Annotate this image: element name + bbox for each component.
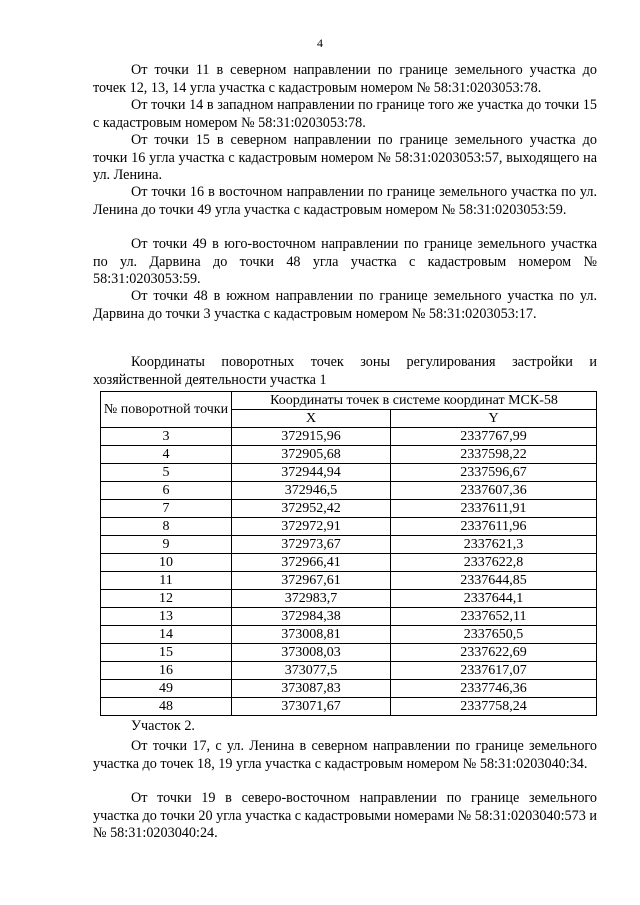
section-2-paragraph-2: От точки 19 в северо-восточном направлении по границе земельного участка до точки 20 угла участка с кадастровыми номерами № 58:31:0203040:573 и № 58:31:0203040:24. — [93, 790, 597, 841]
cell-x: 372905,68 — [232, 446, 391, 464]
paragraph-3: От точки 15 в северном направлении по границе земельного участка до точки 16 угла участка с кадастровым номером № 58:31:0203053:57, выходящего на ул. Ленина. — [93, 132, 597, 183]
cell-point-number: 6 — [101, 482, 232, 500]
paragraph-5: От точки 49 в юго-восточном направлении по границе земельного участка по ул. Дарвина до точки 48 угла участка с кадастровым номером № 58:31:0203053:59. — [93, 236, 597, 287]
cell-y: 2337621,3 — [391, 536, 597, 554]
cell-y: 2337598,22 — [391, 446, 597, 464]
cell-point-number: 13 — [101, 608, 232, 626]
cell-y: 2337622,69 — [391, 644, 597, 662]
table-row — [101, 482, 597, 500]
cell-point-number: 5 — [101, 464, 232, 482]
cell-y: 2337607,36 — [391, 482, 597, 500]
table-row — [101, 698, 597, 716]
header-coordinates: Координаты точек в системе координат МСК-58 — [232, 392, 597, 410]
coordinates-table — [100, 391, 597, 716]
cell-x: 372915,96 — [232, 428, 391, 446]
cell-point-number: 11 — [101, 572, 232, 590]
table-row — [101, 536, 597, 554]
cell-point-number: 8 — [101, 518, 232, 536]
cell-point-number: 7 — [101, 500, 232, 518]
table-row — [101, 500, 597, 518]
header-y: Y — [391, 410, 597, 428]
cell-x: 372972,91 — [232, 518, 391, 536]
table-row — [101, 680, 597, 698]
cell-x: 372952,42 — [232, 500, 391, 518]
cell-y: 2337596,67 — [391, 464, 597, 482]
cell-y: 2337617,07 — [391, 662, 597, 680]
table-row — [101, 554, 597, 572]
cell-x: 372967,61 — [232, 572, 391, 590]
cell-x: 372973,67 — [232, 536, 391, 554]
header-x: X — [232, 410, 391, 428]
cell-point-number: 16 — [101, 662, 232, 680]
paragraph-1: От точки 11 в северном направлении по границе земельного участка до точек 12, 13, 14 угла участка с кадастровым номером № 58:31:0203053:78. — [93, 62, 597, 96]
cell-y: 2337758,24 — [391, 698, 597, 716]
table-row — [101, 518, 597, 536]
page-number: 4 — [317, 36, 323, 50]
table-row — [101, 590, 597, 608]
cell-y: 2337611,91 — [391, 500, 597, 518]
table-row — [101, 608, 597, 626]
table-row — [101, 464, 597, 482]
cell-y: 2337767,99 — [391, 428, 597, 446]
cell-point-number: 14 — [101, 626, 232, 644]
header-point-number: № поворотной точки — [101, 392, 232, 428]
cell-x: 372984,38 — [232, 608, 391, 626]
cell-point-number: 48 — [101, 698, 232, 716]
table-row — [101, 644, 597, 662]
paragraph-4: От точки 16 в восточном направлении по границе земельного участка по ул. Ленина до точки 49 угла участка с кадастровым номером № 58:31:0203053:59. — [93, 184, 597, 218]
table-row — [101, 446, 597, 464]
cell-x: 373071,67 — [232, 698, 391, 716]
cell-x: 373077,5 — [232, 662, 391, 680]
table-row — [101, 626, 597, 644]
cell-x: 373087,83 — [232, 680, 391, 698]
cell-y: 2337650,5 — [391, 626, 597, 644]
cell-point-number: 10 — [101, 554, 232, 572]
cell-y: 2337652,11 — [391, 608, 597, 626]
cell-x: 372944,94 — [232, 464, 391, 482]
cell-x: 372966,41 — [232, 554, 391, 572]
table-row — [101, 662, 597, 680]
table-row — [101, 428, 597, 446]
cell-point-number: 12 — [101, 590, 232, 608]
cell-y: 2337644,1 — [391, 590, 597, 608]
cell-x: 373008,81 — [232, 626, 391, 644]
cell-x: 372946,5 — [232, 482, 391, 500]
cell-y: 2337644,85 — [391, 572, 597, 590]
cell-point-number: 3 — [101, 428, 232, 446]
section-2-paragraph-1: От точки 17, с ул. Ленина в северном направлении по границе земельного участка до точек 18, 19 угла участка с кадастровым номером № 58:31:0203040:34. — [93, 738, 597, 772]
table-row — [101, 572, 597, 590]
cell-point-number: 9 — [101, 536, 232, 554]
cell-y: 2337622,8 — [391, 554, 597, 572]
cell-point-number: 4 — [101, 446, 232, 464]
cell-y: 2337611,96 — [391, 518, 597, 536]
section-2-heading: Участок 2. — [131, 718, 195, 734]
table-caption: Координаты поворотных точек зоны регулирования застройки и хозяйственной деятельности участка 1 — [93, 354, 597, 388]
cell-point-number: 15 — [101, 644, 232, 662]
cell-x: 373008,03 — [232, 644, 391, 662]
cell-x: 372983,7 — [232, 590, 391, 608]
cell-point-number: 49 — [101, 680, 232, 698]
cell-y: 2337746,36 — [391, 680, 597, 698]
paragraph-6: От точки 48 в южном направлении по границе земельного участка по ул. Дарвина до точки 3 участка с кадастровым номером № 58:31:0203053:17. — [93, 288, 597, 322]
paragraph-2: От точки 14 в западном направлении по границе того же участка до точки 15 с кадастровым номером № 58:31:0203053:78. — [93, 97, 597, 131]
